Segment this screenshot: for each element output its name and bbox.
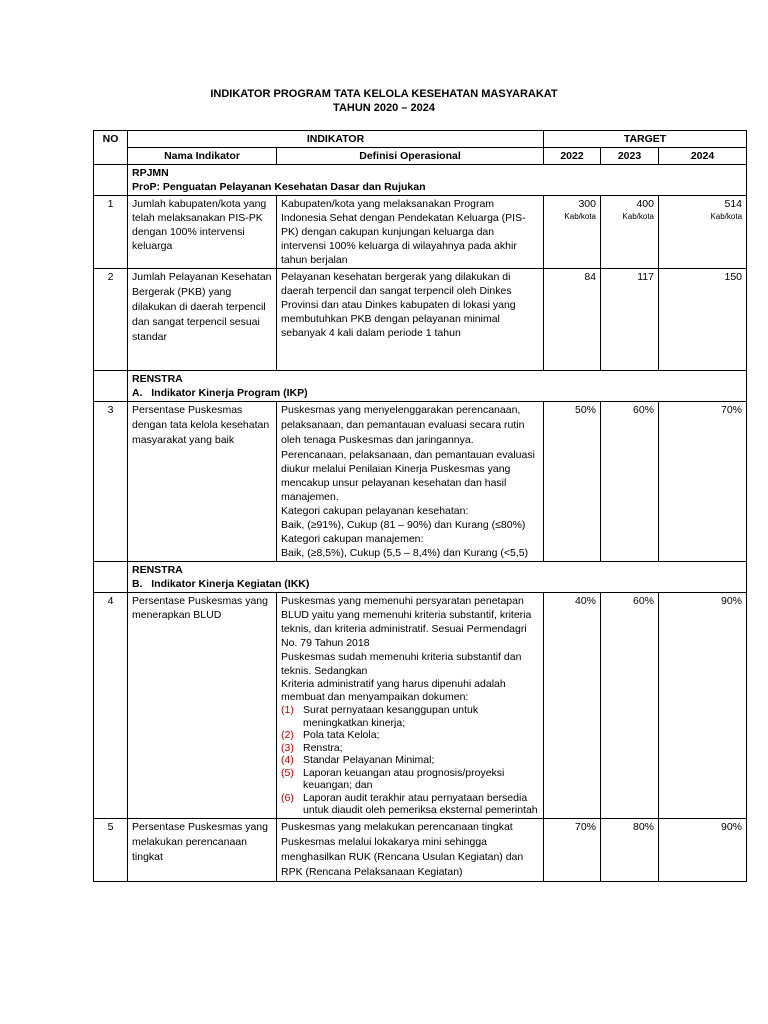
list-text: Laporan keuangan atau prognosis/proyeksi keuangan; dan (303, 766, 505, 791)
table-row (94, 196, 747, 269)
row-nama: Jumlah Pelayanan Kesehatan Bergerak (PKB) yang dilakukan di daerah terpencil dan sangat terpencil sesuai standar (128, 269, 277, 371)
section-sub: A. Indikator Kinerja Program (IKP) (132, 387, 308, 399)
list-text: Renstra; (303, 741, 343, 754)
list-item (281, 704, 539, 729)
target-value: 300 (578, 198, 596, 210)
target-2023 (601, 196, 659, 269)
target-unit: Kab/kota (622, 212, 654, 221)
row-definisi (277, 593, 544, 819)
row-definisi: Puskesmas yang melakukan perencanaan tingkat Puskesmas melalui lokakarya mini sehingga menghasilkan RUK (Rencana Usulan Kegiatan) dan RPK (Rencana Pelaksanaan Kegiatan) (277, 818, 544, 881)
definisi-paragraph: Baik, (≥91%), Cukup (81 – 90%) dan Kurang (≤80%) (281, 519, 526, 531)
title-line-2: TAHUN 2020 – 2024 (333, 102, 435, 114)
indicator-table (93, 130, 747, 882)
row-no: 4 (94, 593, 128, 819)
section-row-rpjmn (94, 165, 747, 196)
definisi-paragraph: Perencanaan, pelaksanaan, dan pemantauan evaluasi diukur melalui Penilaian Kinerja Puskesmas yang mencakup unsur pelayanan kesehatan dan hasil manajemen. (281, 449, 535, 503)
target-2022: 84 (544, 269, 601, 371)
row-nama: Persentase Puskesmas yang melakukan perencanaan tingkat (128, 818, 277, 881)
row-nama: Jumlah kabupaten/kota yang telah melaksanakan PIS-PK dengan 100% intervensi keluarga (128, 196, 277, 269)
list-text: Standar Pelayanan Minimal; (303, 754, 435, 766)
target-2024: 90% (659, 593, 747, 819)
row-no: 3 (94, 402, 128, 562)
document-list (281, 704, 539, 817)
list-item (281, 754, 539, 767)
definisi-paragraph: Kriteria administratif yang harus dipenuhi adalah membuat dan menyampaikan dokumen: (281, 678, 506, 703)
header-2023: 2023 (601, 148, 659, 165)
target-2024: 90% (659, 818, 747, 881)
header-definisi: Definisi Operasional (277, 148, 544, 165)
section-label: RPJMN (132, 167, 169, 179)
table-row (94, 269, 747, 371)
target-value: 514 (724, 198, 743, 210)
target-2023: 117 (601, 269, 659, 371)
target-2023: 80% (601, 818, 659, 881)
section-label: RENSTRA (132, 564, 183, 576)
list-item (281, 792, 539, 817)
row-nama: Persentase Puskesmas dengan tata kelola kesehatan masyarakat yang baik (128, 402, 277, 562)
section-label: RENSTRA (132, 373, 183, 385)
table-row (94, 818, 747, 881)
list-item (281, 742, 539, 755)
section-renstra-a (128, 371, 747, 402)
list-number: (6) (281, 791, 294, 804)
target-unit: Kab/kota (564, 212, 596, 221)
target-2023: 60% (601, 402, 659, 562)
section-renstra-b (128, 562, 747, 593)
header-row-1 (94, 131, 747, 148)
list-text: Surat pernyataan kesanggupan untuk meningkatkan kinerja; (303, 704, 479, 729)
list-item (281, 767, 539, 792)
table-row (94, 593, 747, 819)
definisi-paragraph: Kategori cakupan pelayanan kesehatan: (281, 505, 469, 517)
row-no: 1 (94, 196, 128, 269)
header-row-2 (94, 148, 747, 165)
target-value: 400 (636, 198, 654, 210)
target-2022: 40% (544, 593, 601, 819)
page-title (0, 87, 768, 115)
header-2024: 2024 (659, 148, 747, 165)
list-number: (1) (281, 704, 294, 716)
section-row-renstra-b (94, 562, 747, 593)
list-number: (3) (281, 741, 294, 754)
title-line-1: INDIKATOR PROGRAM TATA KELOLA KESEHATAN MASYARAKAT (210, 88, 558, 100)
list-text: Laporan audit terakhir atau pernyataan bersedia untuk diaudit oleh pemeriksa eksternal pemerintah (303, 791, 538, 816)
row-no: 2 (94, 269, 128, 371)
header-no: NO (94, 131, 128, 165)
header-nama: Nama Indikator (128, 148, 277, 165)
header-indikator: INDIKATOR (128, 131, 544, 148)
section-sub: ProP: Penguatan Pelayanan Kesehatan Dasar dan Rujukan (132, 181, 426, 193)
row-definisi (277, 402, 544, 562)
row-definisi: Kabupaten/kota yang melaksanakan Program Indonesia Sehat dengan Pendekatan Keluarga (PIS-PK) dengan cakupan kunjungan keluarga dan intervensi 100% keluarga di wilayahnya pada akhir tahun berjalan (277, 196, 544, 269)
definisi-paragraph: Puskesmas yang menyelenggarakan perencanaan, pelaksanaan, dan pemantauan evaluasi secara rutin oleh tenaga Puskesmas dan jaringannya. (281, 404, 525, 446)
target-2024: 70% (659, 402, 747, 562)
header-target: TARGET (544, 131, 747, 148)
section-rpjmn (128, 165, 747, 196)
section-sub: B. Indikator Kinerja Kegiatan (IKK) (132, 578, 310, 590)
list-number: (5) (281, 766, 294, 779)
target-2022: 70% (544, 818, 601, 881)
list-number: (2) (281, 729, 294, 741)
list-text: Pola tata Kelola; (303, 729, 380, 741)
target-2024 (659, 196, 747, 269)
definisi-paragraph: Kategori cakupan manajemen: (281, 533, 424, 545)
row-definisi: Pelayanan kesehatan bergerak yang dilakukan di daerah terpencil dan sangat terpencil oleh Dinkes Provinsi dan atau Dinkes kabupaten di lokasi yang membutuhkan PKB dengan pelayanan minimal sebanyak 4 kali dalam periode 1 tahun (277, 269, 544, 371)
target-unit: Kab/kota (710, 212, 743, 221)
definisi-paragraph: Puskesmas yang memenuhi persyaratan penetapan BLUD yaitu yang memenuhi kriteria substantif, kriteria teknis, dan kriteria administratif. Sesuai Permendagri No. 79 Tahun 2018 (281, 595, 532, 649)
list-item (281, 729, 539, 742)
definisi-paragraph: Puskesmas sudah memenuhi kriteria substantif dan teknis. Sedangkan (281, 651, 522, 677)
target-2022: 50% (544, 402, 601, 562)
table-row (94, 402, 747, 562)
row-no: 5 (94, 818, 128, 881)
row-nama: Persentase Puskesmas yang menerapkan BLUD (128, 593, 277, 819)
header-2022: 2022 (544, 148, 601, 165)
target-2023: 60% (601, 593, 659, 819)
definisi-paragraph: Baik, (≥8,5%), Cukup (5,5 – 8,4%) dan Kurang (<5,5) (281, 547, 529, 559)
section-row-renstra-a (94, 371, 747, 402)
target-2024: 150 (659, 269, 747, 371)
target-2022 (544, 196, 601, 269)
list-number: (4) (281, 754, 294, 766)
